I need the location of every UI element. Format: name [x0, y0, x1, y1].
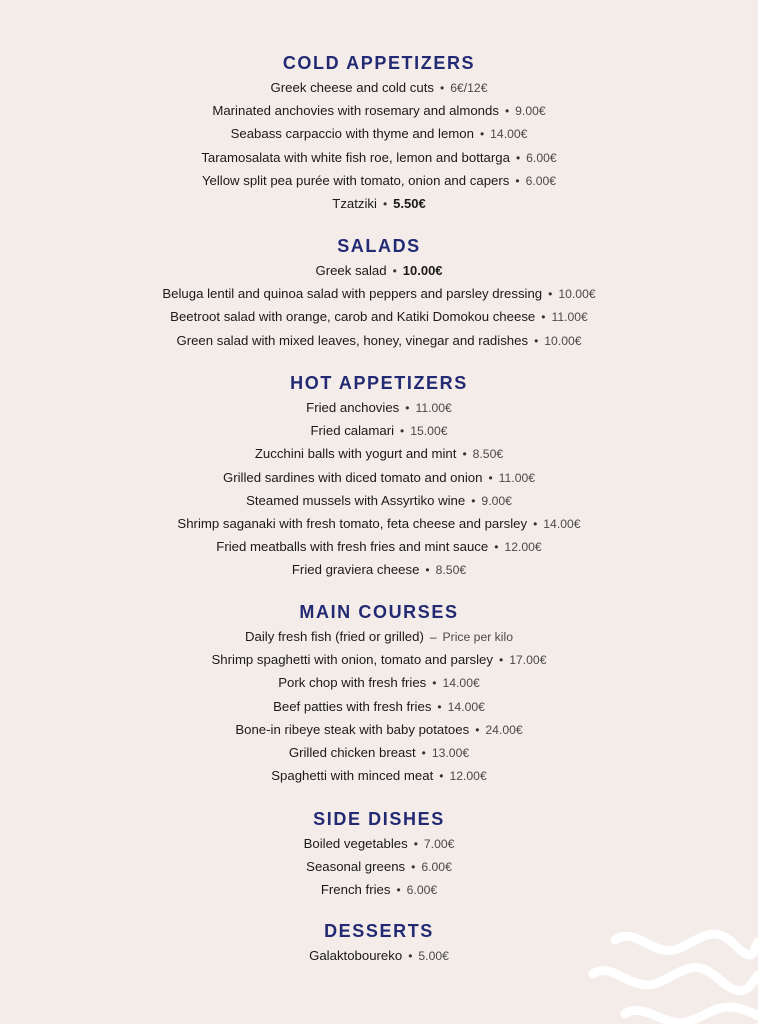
menu-item	[0, 76, 758, 99]
item-name: Fried anchovies	[306, 400, 400, 415]
item-price: 10.00€	[558, 287, 596, 302]
separator: •	[504, 104, 510, 119]
separator: •	[494, 540, 499, 555]
menu-item	[0, 512, 758, 535]
separator: •	[499, 653, 504, 668]
separator: •	[488, 470, 493, 485]
menu-item	[0, 625, 758, 648]
section-title: MAIN COURSES	[299, 602, 459, 622]
menu-section	[0, 370, 758, 582]
item-name: Beetroot salad with orange, carob and Katiki Domokou cheese	[170, 309, 536, 325]
item-price: 5.50€	[393, 195, 426, 211]
separator: •	[462, 447, 467, 462]
menu-section	[0, 50, 758, 215]
menu-item	[0, 671, 758, 694]
item-price: 14.00€	[490, 127, 528, 142]
item-name: Shrimp saganaki with fresh tomato, feta cheese and parsley	[177, 515, 528, 531]
item-name: Pork chop with fresh fries	[278, 675, 427, 691]
separator: •	[548, 287, 553, 302]
separator: •	[405, 401, 410, 415]
separator: •	[425, 563, 430, 578]
item-price: 12.00€	[504, 540, 542, 555]
separator: •	[515, 173, 520, 188]
separator: •	[541, 310, 546, 325]
item-name: Greek salad	[315, 263, 387, 278]
item-name: Grilled chicken breast	[288, 744, 416, 760]
item-price: 5.00€	[418, 949, 449, 963]
item-name: Grilled sardines with diced tomato and onion	[222, 469, 483, 485]
item-price: 6.00€	[421, 860, 452, 875]
item-price: 9.00€	[481, 493, 512, 508]
item-price: 8.50€	[435, 563, 467, 578]
menu-item	[0, 535, 758, 558]
separator: •	[437, 699, 442, 714]
menu-section	[0, 233, 758, 352]
menu-item	[0, 122, 758, 145]
menu-item	[0, 741, 758, 764]
section-title: SALADS	[337, 236, 421, 256]
menu-item	[0, 329, 758, 352]
wave-decoration	[585, 920, 758, 1024]
item-price: 9.00€	[515, 104, 546, 119]
menu-item	[0, 282, 758, 305]
section-title: COLD APPETIZERS	[282, 53, 476, 73]
separator: •	[534, 333, 539, 348]
item-price: 6.00€	[525, 173, 557, 188]
separator: –	[429, 630, 437, 644]
separator: •	[479, 127, 485, 142]
item-price: 13.00€	[431, 745, 470, 760]
separator: •	[515, 150, 521, 165]
menu-item	[0, 855, 758, 878]
item-price: 24.00€	[485, 722, 523, 737]
menu-item	[0, 718, 758, 741]
menu-item	[0, 99, 758, 122]
section-title: HOT APPETIZERS	[290, 373, 468, 393]
menu-item	[0, 192, 758, 215]
item-name: Fried meatballs with fresh fries and mint sauce	[216, 539, 489, 555]
item-name: Daily fresh fish (fried or grilled)	[245, 629, 424, 644]
item-name: Fried graviera cheese	[291, 562, 420, 578]
section-title: DESSERTS	[324, 921, 434, 941]
separator: •	[440, 81, 445, 95]
item-name: Taramosalata with white fish roe, lemon and bottarga	[201, 149, 510, 165]
separator: •	[400, 424, 405, 439]
item-name: French fries	[320, 882, 391, 898]
menu-item	[0, 489, 758, 512]
separator: •	[396, 883, 401, 898]
item-price: 15.00€	[410, 424, 448, 439]
section-title: SIDE DISHES	[313, 809, 445, 829]
menu-item	[0, 396, 758, 419]
menu-item	[0, 259, 758, 282]
item-name: Greek cheese and cold cuts	[270, 80, 434, 95]
item-name: Seasonal greens	[306, 859, 406, 875]
separator: •	[432, 676, 437, 691]
menu-item	[0, 558, 758, 581]
item-name: Green salad with mixed leaves, honey, vinegar and radishes	[176, 332, 529, 348]
menu-item	[0, 466, 758, 489]
separator: •	[392, 264, 397, 278]
separator: •	[533, 516, 538, 531]
item-price: 14.00€	[442, 676, 480, 691]
menu-item	[0, 305, 758, 328]
item-price: 6.00€	[526, 150, 557, 165]
menu-section	[0, 599, 758, 787]
separator: •	[421, 745, 426, 760]
item-price: 11.00€	[498, 470, 536, 485]
item-name: Spaghetti with minced meat	[271, 768, 434, 784]
item-name: Beef patties with fresh fries	[273, 698, 432, 714]
item-name: Shrimp spaghetti with onion, tomato and parsley	[211, 652, 493, 668]
separator: •	[413, 837, 418, 851]
item-name: Bone-in ribeye steak with baby potatoes	[235, 721, 470, 737]
item-price: 6.00€	[406, 883, 438, 898]
separator: •	[439, 769, 444, 784]
menu-section	[0, 806, 758, 902]
separator: •	[408, 949, 413, 963]
item-name: Galaktoboureko	[309, 948, 403, 963]
item-price: 7.00€	[423, 837, 455, 851]
item-name: Zucchini balls with yogurt and mint	[254, 446, 457, 462]
item-price: 14.00€	[543, 516, 581, 531]
item-name: Boiled vegetables	[303, 836, 408, 851]
menu-item	[0, 832, 758, 855]
item-price: 8.50€	[472, 447, 504, 462]
separator: •	[471, 493, 476, 508]
menu-item	[0, 169, 758, 192]
item-price: 10.00€	[544, 333, 582, 348]
separator: •	[411, 860, 416, 875]
item-name: Tzatziki	[332, 195, 377, 211]
item-name: Fried calamari	[310, 423, 395, 439]
menu-item	[0, 764, 758, 787]
menu-item	[0, 146, 758, 169]
item-name: Steamed mussels with Assyrtiko wine	[246, 492, 466, 508]
item-price: 10.00€	[402, 263, 443, 278]
item-name: Marinated anchovies with rosemary and almonds	[212, 103, 499, 119]
menu-item	[0, 878, 758, 901]
item-name: Beluga lentil and quinoa salad with peppers and parsley dressing	[162, 286, 543, 302]
item-price: 11.00€	[415, 401, 452, 415]
item-name: Seabass carpaccio with thyme and lemon	[230, 126, 474, 142]
item-price: 12.00€	[449, 769, 487, 784]
separator: •	[475, 722, 480, 737]
item-price: 6€/12€	[450, 81, 488, 95]
item-price: 11.00€	[551, 310, 588, 325]
menu-item	[0, 648, 758, 671]
item-name: Yellow split pea purée with tomato, onion and capers	[201, 172, 510, 188]
item-price: 14.00€	[447, 699, 485, 714]
menu-item	[0, 695, 758, 718]
item-price: Price per kilo	[442, 630, 513, 644]
menu-item	[0, 419, 758, 442]
menu-item	[0, 442, 758, 465]
separator: •	[382, 196, 388, 211]
item-price: 17.00€	[509, 653, 547, 668]
